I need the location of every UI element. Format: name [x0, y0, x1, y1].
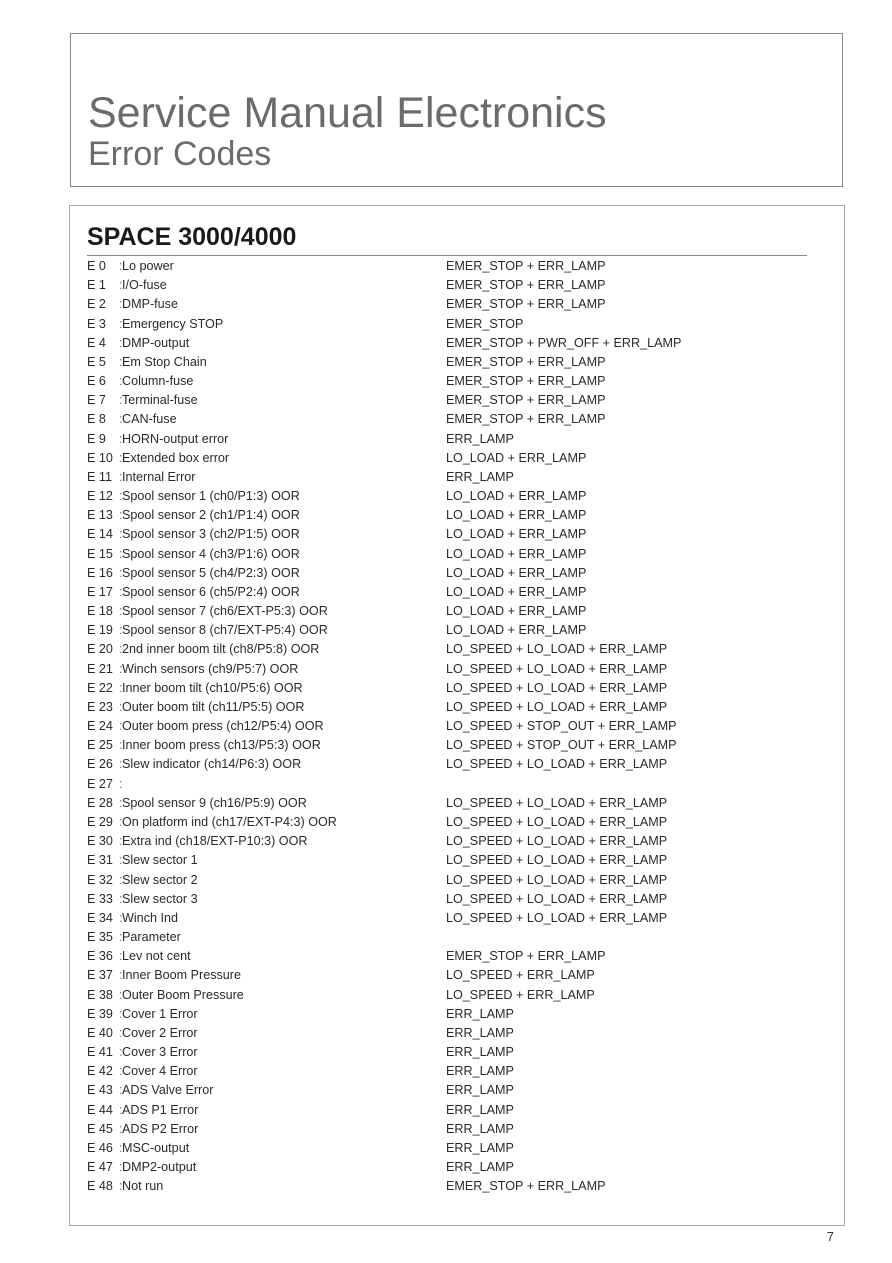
error-code: E 10	[87, 450, 113, 465]
error-code: E 25	[87, 738, 113, 753]
separator: :	[119, 910, 123, 925]
error-action: LO_SPEED + STOP_OUT + ERR_LAMP	[446, 738, 677, 753]
error-description: Em Stop Chain	[122, 354, 207, 369]
error-description: Spool sensor 8 (ch7/EXT-P5:4) OOR	[122, 623, 328, 638]
error-action: LO_SPEED + ERR_LAMP	[446, 987, 595, 1002]
error-code-row	[87, 1043, 807, 1062]
separator: :	[119, 1064, 123, 1079]
separator: :	[119, 297, 123, 312]
separator: :	[119, 1160, 123, 1175]
error-action: LO_SPEED + LO_LOAD + ERR_LAMP	[446, 872, 668, 887]
error-code-row	[87, 506, 807, 525]
error-code: E 47	[87, 1160, 113, 1175]
error-code: E 31	[87, 853, 113, 868]
error-code-row	[87, 257, 807, 276]
error-code-row	[87, 295, 807, 314]
error-action: LO_LOAD + ERR_LAMP	[446, 450, 587, 465]
error-action: LO_SPEED + LO_LOAD + ERR_LAMP	[446, 814, 668, 829]
separator: :	[119, 930, 123, 945]
error-code: E 12	[87, 489, 113, 504]
error-description: Column-fuse	[122, 374, 194, 389]
error-action: LO_LOAD + ERR_LAMP	[446, 584, 587, 599]
error-action: LO_SPEED + LO_LOAD + ERR_LAMP	[446, 910, 668, 925]
error-action: ERR_LAMP	[446, 469, 514, 484]
error-code-row	[87, 564, 807, 583]
error-code: E 46	[87, 1140, 113, 1155]
error-code-row	[87, 640, 807, 659]
error-code-row	[87, 276, 807, 295]
separator: :	[119, 604, 123, 619]
separator: :	[119, 738, 123, 753]
error-code-row	[87, 794, 807, 813]
error-code-row	[87, 679, 807, 698]
separator: :	[119, 393, 123, 408]
error-action: EMER_STOP + ERR_LAMP	[446, 949, 606, 964]
error-description: Extended box error	[122, 450, 230, 465]
error-code: E 18	[87, 604, 113, 619]
error-code: E 22	[87, 680, 113, 695]
separator: :	[119, 1006, 123, 1021]
error-code: E 44	[87, 1102, 113, 1117]
error-code: E 19	[87, 623, 113, 638]
error-action: LO_SPEED + LO_LOAD + ERR_LAMP	[446, 757, 668, 772]
separator: :	[119, 469, 123, 484]
separator: :	[119, 565, 123, 580]
error-code: E 29	[87, 814, 113, 829]
error-description: I/O-fuse	[122, 278, 167, 293]
separator: :	[119, 853, 123, 868]
separator: :	[119, 450, 123, 465]
error-action: ERR_LAMP	[446, 1045, 514, 1060]
separator: :	[119, 699, 123, 714]
error-description: HORN-output error	[122, 431, 229, 446]
error-code: E 14	[87, 527, 113, 542]
error-code: E 32	[87, 872, 113, 887]
error-description: 2nd inner boom tilt (ch8/P5:8) OOR	[122, 642, 320, 657]
error-description: Lo power	[122, 259, 174, 273]
error-description: Parameter	[122, 930, 181, 945]
error-code-row	[87, 947, 807, 966]
error-action: EMER_STOP + ERR_LAMP	[446, 259, 606, 273]
error-description: Spool sensor 3 (ch2/P1:5) OOR	[122, 527, 300, 542]
error-description: Cover 2 Error	[122, 1025, 198, 1040]
separator: :	[119, 757, 123, 772]
error-code-row	[87, 871, 807, 890]
error-code-row	[87, 1005, 807, 1024]
separator: :	[119, 661, 123, 676]
error-action: ERR_LAMP	[446, 1064, 514, 1079]
error-code-row	[87, 775, 807, 794]
error-code: E 33	[87, 891, 113, 906]
separator: :	[119, 987, 123, 1002]
separator: :	[119, 814, 123, 829]
error-action: ERR_LAMP	[446, 1025, 514, 1040]
separator: :	[119, 412, 123, 427]
error-description: Spool sensor 9 (ch16/P5:9) OOR	[122, 795, 307, 810]
separator: :	[119, 335, 123, 350]
error-action: LO_SPEED + LO_LOAD + ERR_LAMP	[446, 661, 668, 676]
error-description: Outer boom press (ch12/P5:4) OOR	[122, 719, 324, 734]
error-description: DMP2-output	[122, 1160, 197, 1175]
error-description: Outer Boom Pressure	[122, 987, 244, 1002]
error-action: EMER_STOP + ERR_LAMP	[446, 393, 606, 408]
error-description: Cover 4 Error	[122, 1064, 198, 1079]
error-code-row	[87, 1139, 807, 1158]
error-action: LO_SPEED + LO_LOAD + ERR_LAMP	[446, 795, 668, 810]
error-code: E 20	[87, 642, 113, 657]
separator: :	[119, 527, 123, 542]
error-code: E 9	[87, 431, 106, 446]
error-action: EMER_STOP	[446, 316, 524, 331]
error-code-row	[87, 468, 807, 487]
error-code-row	[87, 449, 807, 468]
page-title: Service Manual Electronics	[88, 89, 607, 137]
error-action: EMER_STOP + ERR_LAMP	[446, 412, 606, 427]
error-code-row	[87, 755, 807, 774]
error-code: E 26	[87, 757, 113, 772]
error-code-row	[87, 1120, 807, 1139]
header-box	[70, 33, 843, 187]
error-description: ADS Valve Error	[122, 1083, 214, 1098]
separator: :	[119, 968, 123, 983]
separator: :	[119, 316, 123, 331]
error-code: E 13	[87, 508, 113, 523]
separator: :	[119, 354, 123, 369]
error-code: E 5	[87, 354, 106, 369]
error-description: CAN-fuse	[122, 412, 177, 427]
error-action: ERR_LAMP	[446, 431, 514, 446]
separator: :	[119, 1121, 123, 1136]
error-action: LO_LOAD + ERR_LAMP	[446, 508, 587, 523]
error-code-row	[87, 1177, 807, 1196]
separator: :	[119, 795, 123, 810]
error-code-row	[87, 1081, 807, 1100]
separator: :	[119, 1025, 123, 1040]
error-code-row	[87, 717, 807, 736]
separator: :	[119, 1140, 123, 1155]
error-action: ERR_LAMP	[446, 1140, 514, 1155]
error-code: E 2	[87, 297, 106, 312]
error-code-row	[87, 1158, 807, 1177]
error-code-row	[87, 928, 807, 947]
separator: :	[119, 259, 123, 273]
error-code-row	[87, 813, 807, 832]
separator: :	[119, 776, 123, 791]
error-code-row	[87, 1101, 807, 1120]
error-code: E 40	[87, 1025, 113, 1040]
error-description: Inner boom press (ch13/P5:3) OOR	[122, 738, 321, 753]
error-description: Spool sensor 6 (ch5/P2:4) OOR	[122, 584, 300, 599]
error-code-row	[87, 372, 807, 391]
error-description: Extra ind (ch18/EXT-P10:3) OOR	[122, 834, 308, 849]
error-code-row	[87, 890, 807, 909]
error-code: E 3	[87, 316, 106, 331]
error-description: Lev not cent	[122, 949, 191, 964]
separator: :	[119, 642, 123, 657]
page-number: 7	[826, 1229, 834, 1244]
error-description: Slew sector 3	[122, 891, 198, 906]
error-code-row	[87, 583, 807, 602]
error-code-row	[87, 660, 807, 679]
error-action: LO_SPEED + LO_LOAD + ERR_LAMP	[446, 680, 668, 695]
error-code: E 41	[87, 1045, 113, 1060]
error-action: LO_LOAD + ERR_LAMP	[446, 527, 587, 542]
error-code-row	[87, 410, 807, 429]
error-code: E 15	[87, 546, 113, 561]
error-description: ADS P1 Error	[122, 1102, 199, 1117]
error-code-row	[87, 698, 807, 717]
error-description: Spool sensor 4 (ch3/P1:6) OOR	[122, 546, 300, 561]
error-code: E 0	[87, 259, 106, 273]
error-code-row	[87, 1062, 807, 1081]
error-code: E 7	[87, 393, 106, 408]
separator: :	[119, 680, 123, 695]
error-code: E 36	[87, 949, 113, 964]
error-code-row	[87, 487, 807, 506]
error-code: E 21	[87, 661, 113, 676]
error-code-row	[87, 602, 807, 621]
error-action: LO_SPEED + LO_LOAD + ERR_LAMP	[446, 642, 668, 657]
error-code-row	[87, 851, 807, 870]
error-code-row	[87, 430, 807, 449]
error-action: ERR_LAMP	[446, 1121, 514, 1136]
error-action: EMER_STOP + ERR_LAMP	[446, 1179, 606, 1194]
error-action: LO_LOAD + ERR_LAMP	[446, 565, 587, 580]
error-code: E 8	[87, 412, 106, 427]
error-description: Inner Boom Pressure	[122, 968, 241, 983]
error-code: E 39	[87, 1006, 113, 1021]
separator: :	[119, 1045, 123, 1060]
section-title: SPACE 3000/4000	[87, 223, 297, 251]
separator: :	[119, 949, 123, 964]
error-description: Slew indicator (ch14/P6:3) OOR	[122, 757, 302, 772]
error-description: Spool sensor 7 (ch6/EXT-P5:3) OOR	[122, 604, 328, 619]
error-action: EMER_STOP + ERR_LAMP	[446, 374, 606, 389]
section-divider	[87, 255, 807, 256]
separator: :	[119, 623, 123, 638]
separator: :	[119, 1179, 123, 1194]
error-description: DMP-output	[122, 335, 190, 350]
error-code-row	[87, 353, 807, 372]
error-action: EMER_STOP + ERR_LAMP	[446, 354, 606, 369]
error-action: LO_LOAD + ERR_LAMP	[446, 604, 587, 619]
error-code: E 38	[87, 987, 113, 1002]
error-description: Cover 1 Error	[122, 1006, 198, 1021]
separator: :	[119, 719, 123, 734]
error-code: E 30	[87, 834, 113, 849]
error-code-row	[87, 909, 807, 928]
error-action: EMER_STOP + ERR_LAMP	[446, 297, 606, 312]
error-description: ADS P2 Error	[122, 1121, 199, 1136]
error-action: LO_LOAD + ERR_LAMP	[446, 623, 587, 638]
error-code: E 11	[87, 469, 112, 484]
error-action: ERR_LAMP	[446, 1102, 514, 1117]
error-action: LO_SPEED + STOP_OUT + ERR_LAMP	[446, 719, 677, 734]
error-description: Terminal-fuse	[122, 393, 198, 408]
error-description: Spool sensor 1 (ch0/P1:3) OOR	[122, 489, 300, 504]
error-action: ERR_LAMP	[446, 1083, 514, 1098]
error-description: On platform ind (ch17/EXT-P4:3) OOR	[122, 814, 337, 829]
error-description: Cover 3 Error	[122, 1045, 198, 1060]
separator: :	[119, 278, 123, 293]
error-code-row	[87, 621, 807, 640]
error-code: E 27	[87, 776, 113, 791]
error-description: Slew sector 1	[122, 853, 198, 868]
error-description: Winch Ind	[122, 910, 178, 925]
error-code-row	[87, 986, 807, 1005]
separator: :	[119, 1102, 123, 1117]
error-code: E 17	[87, 584, 113, 599]
separator: :	[119, 872, 123, 887]
error-action: LO_LOAD + ERR_LAMP	[446, 489, 587, 504]
error-code: E 34	[87, 910, 113, 925]
error-code-row	[87, 545, 807, 564]
error-code: E 48	[87, 1179, 113, 1194]
error-code: E 23	[87, 699, 113, 714]
error-description: Not run	[122, 1179, 164, 1194]
error-code: E 6	[87, 374, 106, 389]
separator: :	[119, 891, 123, 906]
error-description: Outer boom tilt (ch11/P5:5) OOR	[122, 699, 305, 714]
error-code-row	[87, 334, 807, 353]
error-action: LO_SPEED + LO_LOAD + ERR_LAMP	[446, 699, 668, 714]
error-action: LO_SPEED + LO_LOAD + ERR_LAMP	[446, 853, 668, 868]
error-code-row	[87, 966, 807, 985]
separator: :	[119, 1083, 123, 1098]
error-code-row	[87, 391, 807, 410]
error-code: E 42	[87, 1064, 113, 1079]
error-code: E 37	[87, 968, 113, 983]
error-action: ERR_LAMP	[446, 1160, 514, 1175]
error-action: LO_SPEED + LO_LOAD + ERR_LAMP	[446, 834, 668, 849]
error-code: E 28	[87, 795, 113, 810]
error-code: E 43	[87, 1083, 113, 1098]
error-action: LO_SPEED + LO_LOAD + ERR_LAMP	[446, 891, 668, 906]
error-code-list	[87, 257, 807, 1196]
error-description: Winch sensors (ch9/P5:7) OOR	[122, 661, 299, 676]
error-code: E 4	[87, 335, 106, 350]
error-action: EMER_STOP + PWR_OFF + ERR_LAMP	[446, 335, 682, 350]
separator: :	[119, 508, 123, 523]
error-code: E 35	[87, 930, 113, 945]
error-action: LO_SPEED + ERR_LAMP	[446, 968, 595, 983]
error-description: MSC-output	[122, 1140, 190, 1155]
error-action: LO_LOAD + ERR_LAMP	[446, 546, 587, 561]
error-description: Internal Error	[122, 469, 196, 484]
separator: :	[119, 584, 123, 599]
error-code-row	[87, 1024, 807, 1043]
page-subtitle: Error Codes	[88, 135, 272, 173]
error-description: Slew sector 2	[122, 872, 198, 887]
error-description: Spool sensor 2 (ch1/P1:4) OOR	[122, 508, 300, 523]
error-code: E 16	[87, 565, 113, 580]
error-code-row	[87, 832, 807, 851]
separator: :	[119, 489, 123, 504]
error-description: DMP-fuse	[122, 297, 178, 312]
error-description: Emergency STOP	[122, 316, 224, 331]
error-action: EMER_STOP + ERR_LAMP	[446, 278, 606, 293]
error-code: E 1	[87, 278, 106, 293]
error-code: E 24	[87, 719, 113, 734]
separator: :	[119, 431, 123, 446]
error-description: Spool sensor 5 (ch4/P2:3) OOR	[122, 565, 300, 580]
separator: :	[119, 546, 123, 561]
separator: :	[119, 374, 123, 389]
error-description: Inner boom tilt (ch10/P5:6) OOR	[122, 680, 303, 695]
error-code-row	[87, 525, 807, 544]
error-code-row	[87, 736, 807, 755]
error-code-row	[87, 315, 807, 334]
error-code: E 45	[87, 1121, 113, 1136]
content-box	[69, 205, 845, 1226]
separator: :	[119, 834, 123, 849]
error-action: ERR_LAMP	[446, 1006, 514, 1021]
